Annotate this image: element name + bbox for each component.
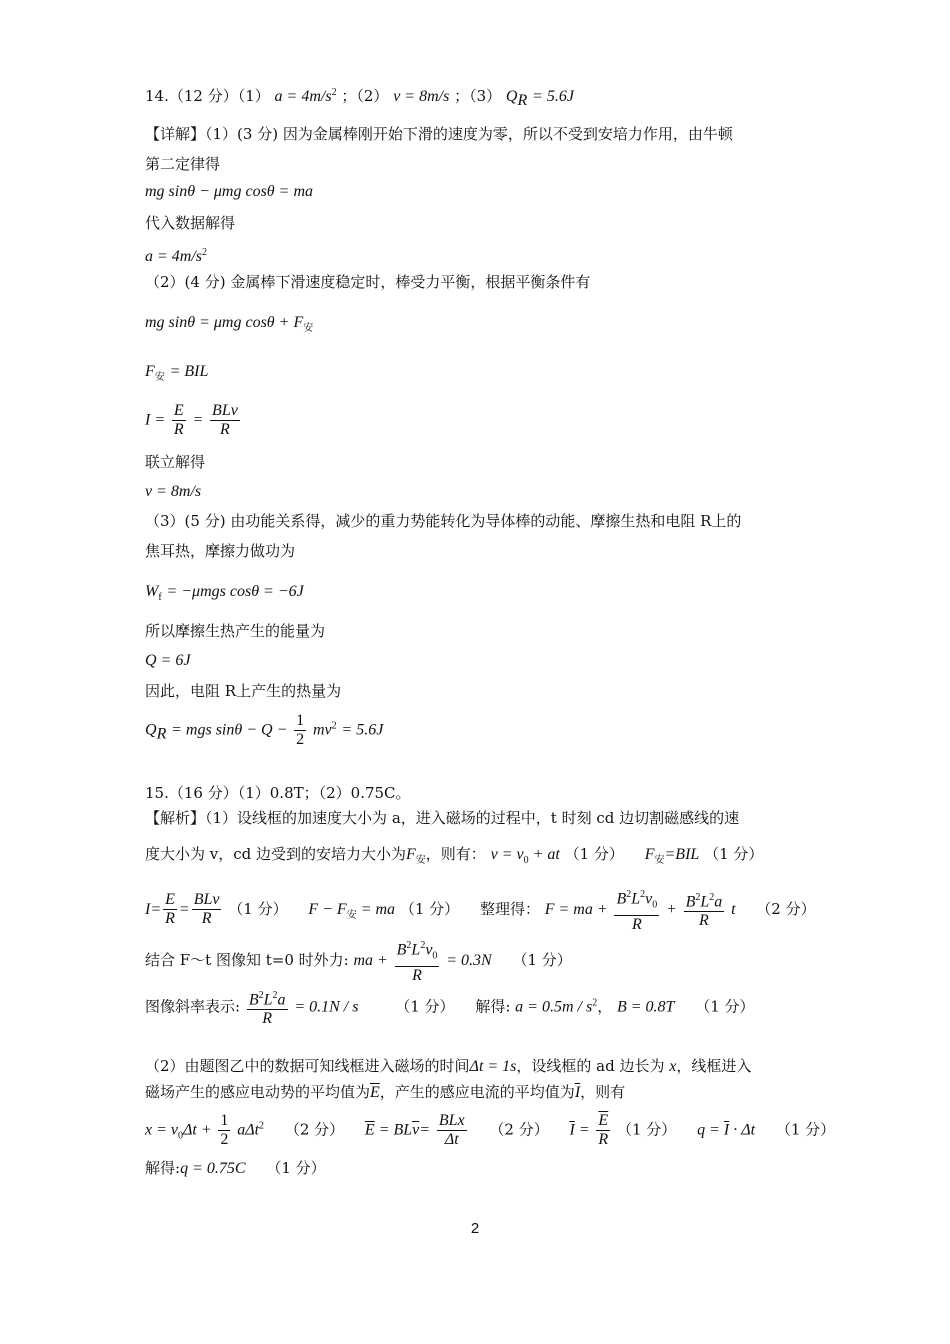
q15-part2-line1: （2）由题图乙中的数据可知线框进入磁场的时间Δt = 1s，设线框的 ad 边长为 x，线框进入 — [145, 1057, 752, 1075]
page-number: 2 — [470, 1220, 480, 1237]
q14-eq-current: I = $\frac{E}{R}$ = $\frac{\text{BLv}}{R}$ — [145, 402, 238, 438]
q15-eq-line8: $x = v_0\Delta t$ + $\frac{1}{2}$ aΔt$^2$ （2 分） $\overline{E} = BL\overline{v}=$ $\frac{\text{BLx}}{\Delta t}$ （2 分） $\overline{I}$ = $\frac{\overline{E}}{R}$ （1 分） $q = \overline{I} \cdot \Delta t$ （1 分） — [145, 1112, 836, 1148]
q14-header: 14.（12 分）（1） $a = 4m/s^2$ ；（2） v = 8m/s ；（3） $Q_R = 5.6J$ — [145, 87, 574, 109]
q15-eq-line3: I= $\frac{E}{R}$ = $\frac{\text{BLv}}{R}$ （1 分） $F - F_安$ = ma （1 分） 整理得： F = ma + $\frac{B^2L^2v_0}{R}$ + $\frac{B^2L^2a}{R}$ t （2 分） — [145, 886, 816, 934]
q14-text-combine: 联立解得 — [145, 453, 206, 471]
q14-text-substitute: 代入数据解得 — [145, 214, 236, 232]
q15-eq-line4: 结合 F～t 图像知 t=0 时外力: ma + $\frac{B^2L^2v_0}{R}$ = 0.3N （1 分） — [145, 937, 572, 985]
q14-eq-ampere: $F_安$ = BIL — [145, 363, 209, 383]
q14-eq-qr: $Q_R$ = mgs sinθ − Q − $\frac{1}{2}$ $mv^2 = 5.6J$ — [145, 712, 384, 748]
q14-eq-velocity: v = 8m/s — [145, 483, 202, 500]
q14-eq-acceleration: $a = 4m/s^2$ — [145, 247, 208, 265]
q15-eq-line5: 图像斜率表示: $\frac{B^2L^2a}{R}$ = 0.1N / s （1 分） 解得: $a = 0.5m / s^2$， B = 0.8T （1 分） — [145, 987, 755, 1028]
q14-eq-heat: Q = 6J — [145, 652, 191, 669]
q14-text-friction-heat: 所以摩擦生热产生的能量为 — [145, 622, 326, 640]
q15-part2-line2: 磁场产生的感应电动势的平均值为$\overline{E}$，产生的感应电流的平均值为$\overline{I}$，则有 — [145, 1083, 626, 1101]
q15-analysis-line1: 【解析】（1）设线框的加速度大小为 a，进入磁场的过程中，t 时刻 cd 边切割磁感线的速 — [145, 809, 740, 827]
q14-text-resistor-heat: 因此，电阻 R上产生的热量为 — [145, 682, 342, 700]
q15-header: 15.（16 分）（1）0.8T；（2）0.75C。 — [145, 784, 411, 802]
q15-analysis-line2: 度大小为 v，cd 边受到的安培力大小为$F_安$，则有： $v = v_0$ + at （1 分） $F_安=BIL$ （1 分） — [145, 845, 764, 866]
q14-detail-line1: 【详解】（1）(3 分) 因为金属棒刚开始下滑的速度为零，所以不受到安培力作用，由牛顿 — [145, 125, 733, 143]
q14-part3-text: （3）(5 分) 由功能关系得，减少的重力势能转化为导体棒的动能、摩擦生热和电阻 R上的 — [145, 512, 742, 530]
q14-eq-friction-work: $W_f = -\mu mgs$ cosθ = −6J — [145, 583, 304, 603]
q15-eq-line9: 解得:q = 0.75C （1 分） — [145, 1159, 326, 1177]
q14-eq-newton: mg sinθ − μmg cosθ = ma — [145, 183, 314, 200]
q14-detail-line2: 第二定律得 — [145, 155, 221, 173]
q14-eq-balance: mg sinθ = μmg $\cos\theta + F_安$ — [145, 314, 314, 334]
q14-part3-text2: 焦耳热，摩擦力做功为 — [145, 542, 296, 560]
q14-part2-text: （2）(4 分) 金属棒下滑速度稳定时，棒受力平衡，根据平衡条件有 — [145, 273, 591, 291]
